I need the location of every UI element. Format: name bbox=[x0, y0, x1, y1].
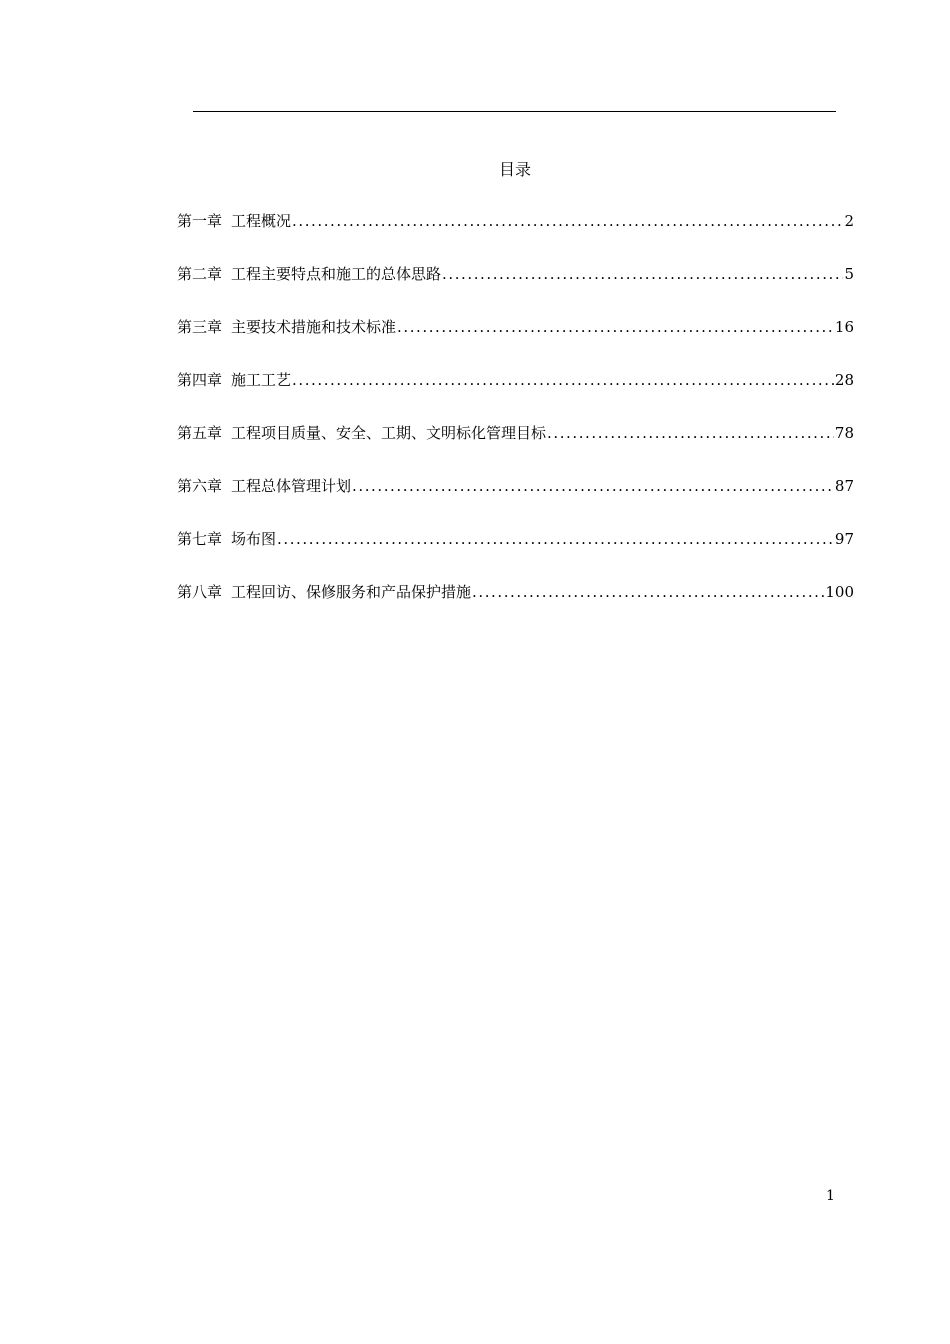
toc-chapter-title: 施工工艺 bbox=[231, 371, 292, 389]
toc-chapter-title: 工程概况 bbox=[231, 212, 292, 230]
toc-chapter-label: 第四章 bbox=[177, 371, 223, 389]
toc-dot-leader bbox=[442, 263, 843, 285]
toc-dot-leader bbox=[397, 316, 834, 338]
toc-dot-leader bbox=[547, 422, 834, 444]
toc-chapter-title: 工程主要特点和施工的总体思路 bbox=[231, 265, 442, 283]
toc-entry-8[interactable] bbox=[177, 581, 854, 634]
toc-list bbox=[177, 210, 854, 634]
header-rule bbox=[193, 111, 836, 112]
toc-page-number: 100 bbox=[825, 583, 854, 601]
page-number: 1 bbox=[826, 1188, 835, 1204]
toc-chapter-label: 第八章 bbox=[177, 583, 223, 601]
toc-chapter-label: 第五章 bbox=[177, 424, 223, 442]
toc-chapter-title: 工程回访、保修服务和产品保护措施 bbox=[231, 583, 472, 601]
toc-dot-leader bbox=[472, 581, 824, 603]
toc-entry-3[interactable] bbox=[177, 316, 854, 369]
toc-entry-1[interactable] bbox=[177, 210, 854, 263]
toc-page-number: 16 bbox=[834, 318, 854, 336]
toc-page-number: 5 bbox=[844, 265, 854, 283]
toc-chapter-label: 第一章 bbox=[177, 212, 223, 230]
toc-chapter-title: 场布图 bbox=[231, 530, 277, 548]
toc-dot-leader bbox=[292, 210, 843, 232]
toc-page-number: 2 bbox=[844, 212, 854, 230]
toc-dot-leader bbox=[277, 528, 834, 550]
toc-entry-7[interactable] bbox=[177, 528, 854, 581]
toc-chapter-title: 工程总体管理计划 bbox=[231, 477, 352, 495]
toc-entry-4[interactable] bbox=[177, 369, 854, 422]
toc-entry-6[interactable] bbox=[177, 475, 854, 528]
toc-page-number: 97 bbox=[834, 530, 854, 548]
toc-page-number: 28 bbox=[834, 371, 854, 389]
toc-page-number: 78 bbox=[834, 424, 854, 442]
toc-entry-5[interactable] bbox=[177, 422, 854, 475]
toc-entry-2[interactable] bbox=[177, 263, 854, 316]
toc-chapter-title: 工程项目质量、安全、工期、文明标化管理目标 bbox=[231, 424, 547, 442]
toc-chapter-label: 第二章 bbox=[177, 265, 223, 283]
toc-dot-leader bbox=[352, 475, 834, 497]
toc-chapter-label: 第三章 bbox=[177, 318, 223, 336]
toc-dot-leader bbox=[292, 369, 834, 391]
toc-chapter-title: 主要技术措施和技术标准 bbox=[231, 318, 397, 336]
toc-page-number: 87 bbox=[834, 477, 854, 495]
toc-chapter-label: 第六章 bbox=[177, 477, 223, 495]
toc-title: 目录 bbox=[498, 160, 531, 179]
toc-chapter-label: 第七章 bbox=[177, 530, 223, 548]
